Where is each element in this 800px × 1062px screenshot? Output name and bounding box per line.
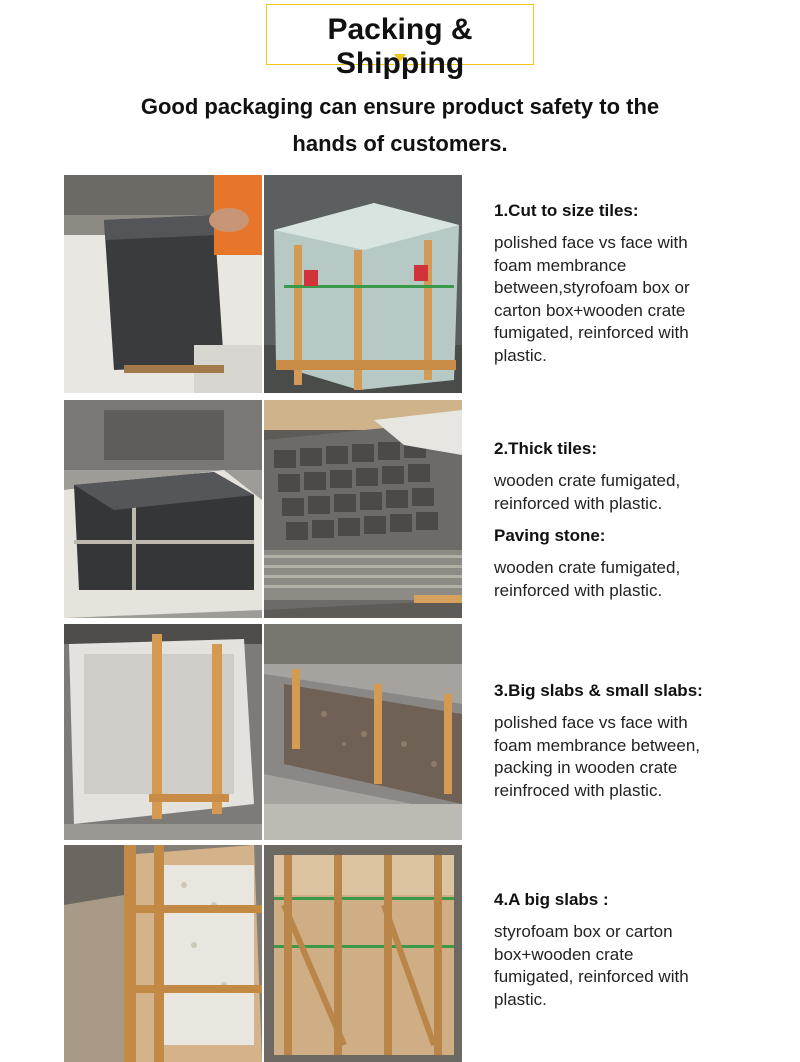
section-1-line: fumigated, reinforced with [494, 323, 689, 342]
photo-thick-tiles [64, 400, 262, 618]
page-title: Packing & Shipping [327, 13, 473, 80]
photo-wrapped-crate [264, 845, 462, 1062]
section-4-text [494, 889, 734, 1021]
section-1-body [494, 232, 734, 367]
section-3-line: packing in wooden crate [494, 758, 678, 777]
section-2-body [494, 470, 734, 515]
header-frame-top [266, 4, 534, 5]
section-2-heading: 2.Thick tiles: [494, 439, 597, 458]
photo-paving-stone [264, 400, 462, 618]
section-4-line: plastic. [494, 989, 547, 1009]
section-2-line: wooden crate fumigated, [494, 471, 681, 490]
section-header [266, 4, 534, 80]
section-2-body-2 [494, 557, 734, 602]
section-3-line: reinfroced with plastic. [494, 780, 663, 800]
intro-line-1: Good packaging can ensure product safety to the [140, 94, 660, 119]
section-1-line: between,styrofoam box or [494, 278, 690, 297]
section-2-line: reinforced with plastic. [494, 580, 663, 600]
section-2-line: reinforced with plastic. [494, 493, 663, 513]
photo-slab-crate-frame [64, 845, 262, 1062]
section-1-line: foam membrance [494, 255, 627, 275]
packing-row-3 [64, 624, 736, 840]
section-2-subheading: Paving stone: [494, 526, 606, 545]
section-4-body [494, 921, 734, 1011]
intro-text [60, 88, 740, 162]
section-4-heading: 4.A big slabs : [494, 890, 609, 909]
packing-row-4 [64, 845, 736, 1062]
section-1-line: polished face vs face with [494, 233, 688, 252]
section-2-text [494, 438, 734, 612]
photo-big-slabs-white [64, 624, 262, 840]
section-1-heading: 1.Cut to size tiles: [494, 201, 639, 220]
section-4-line: fumigated, reinforced with [494, 967, 689, 986]
section-3-body [494, 712, 734, 802]
photo-granite-slabs [264, 624, 462, 840]
section-3-text [494, 680, 734, 812]
photo-cut-tiles-wrapping [64, 175, 262, 393]
packing-row-1 [64, 175, 736, 393]
section-3-line: foam membrance between, [494, 735, 700, 755]
packing-row-2 [64, 400, 736, 618]
section-3-line: polished face vs face with [494, 713, 688, 732]
section-4-line: box+wooden crate [494, 944, 634, 964]
section-1-line: plastic. [494, 345, 547, 365]
section-3-heading: 3.Big slabs & small slabs: [494, 681, 703, 700]
intro-line-2: hands of customers. [292, 131, 508, 156]
section-2-line: wooden crate fumigated, [494, 558, 681, 577]
section-1-text [494, 200, 734, 377]
section-4-line: styrofoam box or carton [494, 922, 673, 941]
section-1-line: carton box+wooden crate [494, 300, 686, 320]
photo-cut-tiles-crate [264, 175, 462, 393]
